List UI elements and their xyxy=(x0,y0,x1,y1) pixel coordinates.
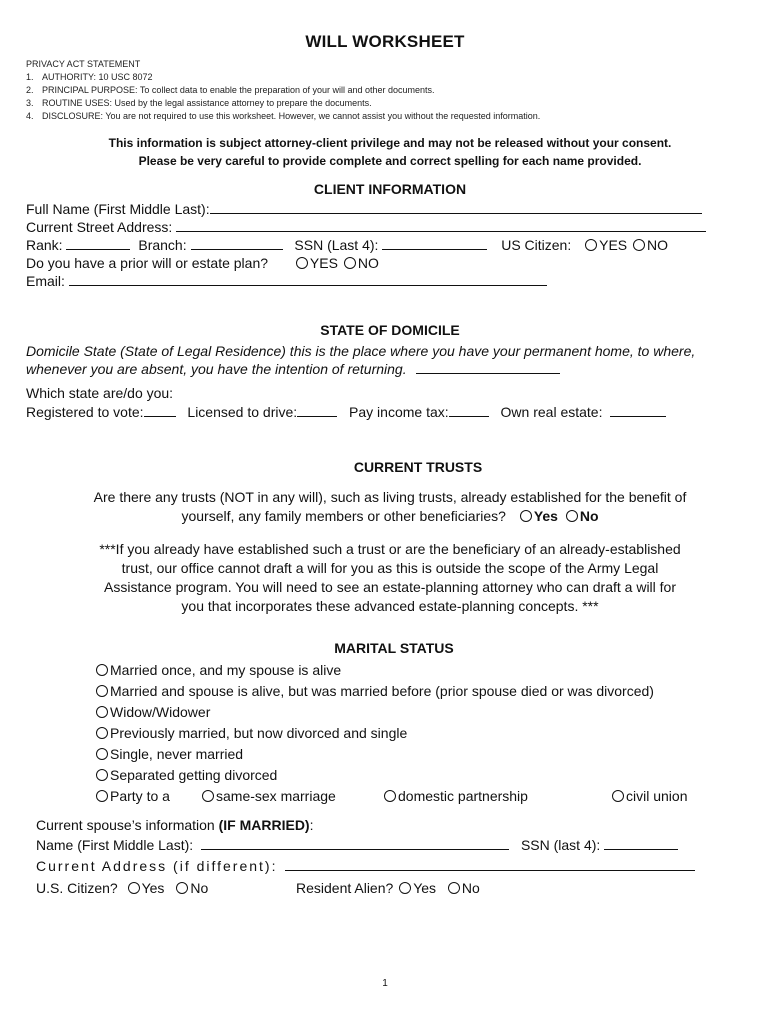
privacy-item: 3. ROUTINE USES: Used by the legal assistance attorney to prepare the documents. xyxy=(26,98,372,108)
privacy-item: 1. AUTHORITY: 10 USC 8072 xyxy=(26,72,153,82)
vote-label: Registered to vote: xyxy=(26,404,144,420)
full-name-row xyxy=(26,200,702,218)
marital-option-radio[interactable] xyxy=(96,685,108,697)
spouse-address-row xyxy=(36,857,695,875)
spouse-citizen-yes-radio[interactable] xyxy=(128,882,140,894)
license-field[interactable] xyxy=(297,403,337,417)
party-label: Party to a xyxy=(110,788,170,804)
marital-option: Married once, and my spouse is alive xyxy=(94,661,341,679)
party-radio[interactable] xyxy=(96,790,108,802)
trusts-note-line-3: Assistance program. You will need to see an estate-planning attorney who can draft a will for xyxy=(104,579,676,595)
marital-option-radio[interactable] xyxy=(96,706,108,718)
domicile-heading: STATE OF DOMICILE xyxy=(320,322,460,338)
same-sex-label: same-sex marriage xyxy=(216,788,336,804)
prior-will-label: Do you have a prior will or estate plan? xyxy=(26,255,269,271)
email-row xyxy=(26,272,547,290)
resident-alien-no-radio[interactable] xyxy=(448,882,460,894)
citizen-no-label: NO xyxy=(647,237,669,253)
spouse-name-field[interactable] xyxy=(201,836,509,850)
civil-union-radio[interactable] xyxy=(612,790,624,802)
resident-alien-yes-radio[interactable] xyxy=(399,882,411,894)
prior-will-yes-radio[interactable] xyxy=(296,257,308,269)
spouse-ssn-field[interactable] xyxy=(604,836,678,850)
domicile-status-row xyxy=(26,403,666,421)
privacy-heading: PRIVACY ACT STATEMENT xyxy=(26,59,141,69)
email-label: Email: xyxy=(26,273,65,289)
address-row xyxy=(26,218,706,236)
civil-union-option xyxy=(610,787,687,805)
ssn-field[interactable] xyxy=(382,236,487,250)
rank-row xyxy=(26,236,668,254)
marital-option-radio[interactable] xyxy=(96,748,108,760)
trusts-no-radio[interactable] xyxy=(566,510,578,522)
address-field[interactable] xyxy=(176,218,706,232)
tax-label: Pay income tax: xyxy=(349,404,449,420)
trusts-note-line-4: you that incorporates these advanced estate-planning concepts. *** xyxy=(181,598,599,614)
trusts-question xyxy=(40,488,740,526)
same-sex-option xyxy=(200,787,336,805)
prior-will-yes-label: YES xyxy=(309,255,338,271)
address-label: Current Street Address: xyxy=(26,219,173,235)
spouse-name-row xyxy=(36,836,678,854)
spouse-ssn-label: SSN (last 4): xyxy=(520,837,601,853)
client-info-heading: CLIENT INFORMATION xyxy=(313,181,467,197)
prior-will-no-radio[interactable] xyxy=(344,257,356,269)
notice-line-1: This information is subject attorney-client privilege and may not be released without your consent. xyxy=(108,136,672,150)
resident-alien-row xyxy=(296,879,480,897)
domicile-desc-1: Domicile State (State of Legal Residence) this is the place where you have your permanent home, to where, xyxy=(26,343,696,359)
spouse-status-row xyxy=(36,879,208,897)
citizen-no-radio[interactable] xyxy=(633,239,645,251)
trusts-note-line-2: trust, our office cannot draft a will for you as this is outside the scope of the Army Legal xyxy=(121,560,659,576)
trusts-note xyxy=(40,540,740,616)
resident-alien-no-label: No xyxy=(461,880,480,896)
prior-will-no-label: NO xyxy=(357,255,379,271)
domicile-desc-2-row xyxy=(26,360,560,378)
marital-option-radio[interactable] xyxy=(96,769,108,781)
page-title: WILL WORKSHEET xyxy=(305,32,465,51)
full-name-field[interactable] xyxy=(210,200,702,214)
spouse-citizen-yes-label: Yes xyxy=(141,880,165,896)
trusts-yes-radio[interactable] xyxy=(520,510,532,522)
trusts-note-line-1: ***If you already have established such a trust or are the beneficiary of an already-established xyxy=(99,541,681,557)
trusts-question-line-2-row xyxy=(40,507,740,526)
citizen-yes-label: YES xyxy=(599,237,628,253)
branch-label: Branch: xyxy=(138,237,187,253)
citizen-yes-radio[interactable] xyxy=(585,239,597,251)
branch-field[interactable] xyxy=(191,236,283,250)
party-row xyxy=(94,787,170,805)
email-field[interactable] xyxy=(69,272,547,286)
vote-field[interactable] xyxy=(144,403,176,417)
notice-line-2: Please be very careful to provide complete and correct spelling for each name provided. xyxy=(138,154,642,168)
license-label: Licensed to drive: xyxy=(187,404,298,420)
marital-option: Previously married, but now divorced and single xyxy=(94,724,407,742)
marital-option-radio[interactable] xyxy=(96,664,108,676)
marital-option: Married and spouse is alive, but was married before (prior spouse died or was divorced) xyxy=(94,682,654,700)
spouse-intro-row: Current spouse’s information (IF MARRIED): xyxy=(36,817,314,833)
marital-option: Widow/Widower xyxy=(94,703,210,721)
prior-will-row xyxy=(26,254,379,272)
trusts-question-line-2: yourself, any family members or other beneficiaries? xyxy=(181,508,506,524)
marital-heading: MARITAL STATUS xyxy=(334,640,454,656)
tax-field[interactable] xyxy=(449,403,489,417)
privacy-item: 4. DISCLOSURE: You are not required to use this worksheet. However, we cannot assist you without the requested information. xyxy=(26,111,541,121)
citizen-label: US Citizen: xyxy=(501,237,572,253)
trusts-no-label: No xyxy=(579,508,599,524)
spouse-citizen-no-label: No xyxy=(190,880,209,896)
rank-field[interactable] xyxy=(66,236,130,250)
spouse-intro: Current spouse’s information xyxy=(36,817,219,833)
rank-label: Rank: xyxy=(26,237,63,253)
trusts-heading: CURRENT TRUSTS xyxy=(353,459,483,475)
page-number: 1 xyxy=(382,978,388,989)
domestic-option xyxy=(382,787,528,805)
domicile-desc-2: whenever you are absent, you have the intention of returning. xyxy=(26,361,407,377)
marital-option-radio[interactable] xyxy=(96,727,108,739)
spouse-name-label: Name (First Middle Last): xyxy=(36,837,194,853)
spouse-address-field[interactable] xyxy=(285,857,695,871)
trusts-question-line-1: Are there any trusts (NOT in any will), such as living trusts, already established for the benefit of xyxy=(93,489,687,505)
estate-field[interactable] xyxy=(610,403,666,417)
ssn-label: SSN (Last 4): xyxy=(294,237,379,253)
full-name-label: Full Name (First Middle Last): xyxy=(26,201,210,217)
domestic-radio[interactable] xyxy=(384,790,396,802)
civil-union-label: civil union xyxy=(626,788,688,804)
marital-option: Separated getting divorced xyxy=(94,766,277,784)
domestic-label: domestic partnership xyxy=(398,788,528,804)
spouse-intro-bold: (IF MARRIED) xyxy=(218,817,310,833)
spouse-address-label: Current Address (if different): xyxy=(36,858,278,874)
marital-option: Single, never married xyxy=(94,745,243,763)
estate-label: Own real estate: xyxy=(500,404,603,420)
resident-alien-yes-label: Yes xyxy=(413,880,437,896)
privilege-notice xyxy=(0,134,770,170)
resident-alien-label: Resident Alien? xyxy=(296,880,394,896)
spouse-citizen-label: U.S. Citizen? xyxy=(36,880,118,896)
spouse-citizen-no-radio[interactable] xyxy=(176,882,188,894)
same-sex-radio[interactable] xyxy=(202,790,214,802)
privacy-act-statement xyxy=(26,58,540,123)
which-state-label: Which state are/do you: xyxy=(26,385,174,401)
domicile-state-field[interactable] xyxy=(416,360,560,374)
trusts-yes-label: Yes xyxy=(533,508,558,524)
privacy-item: 2. PRINCIPAL PURPOSE: To collect data to enable the preparation of your will and other documents. xyxy=(26,85,435,95)
